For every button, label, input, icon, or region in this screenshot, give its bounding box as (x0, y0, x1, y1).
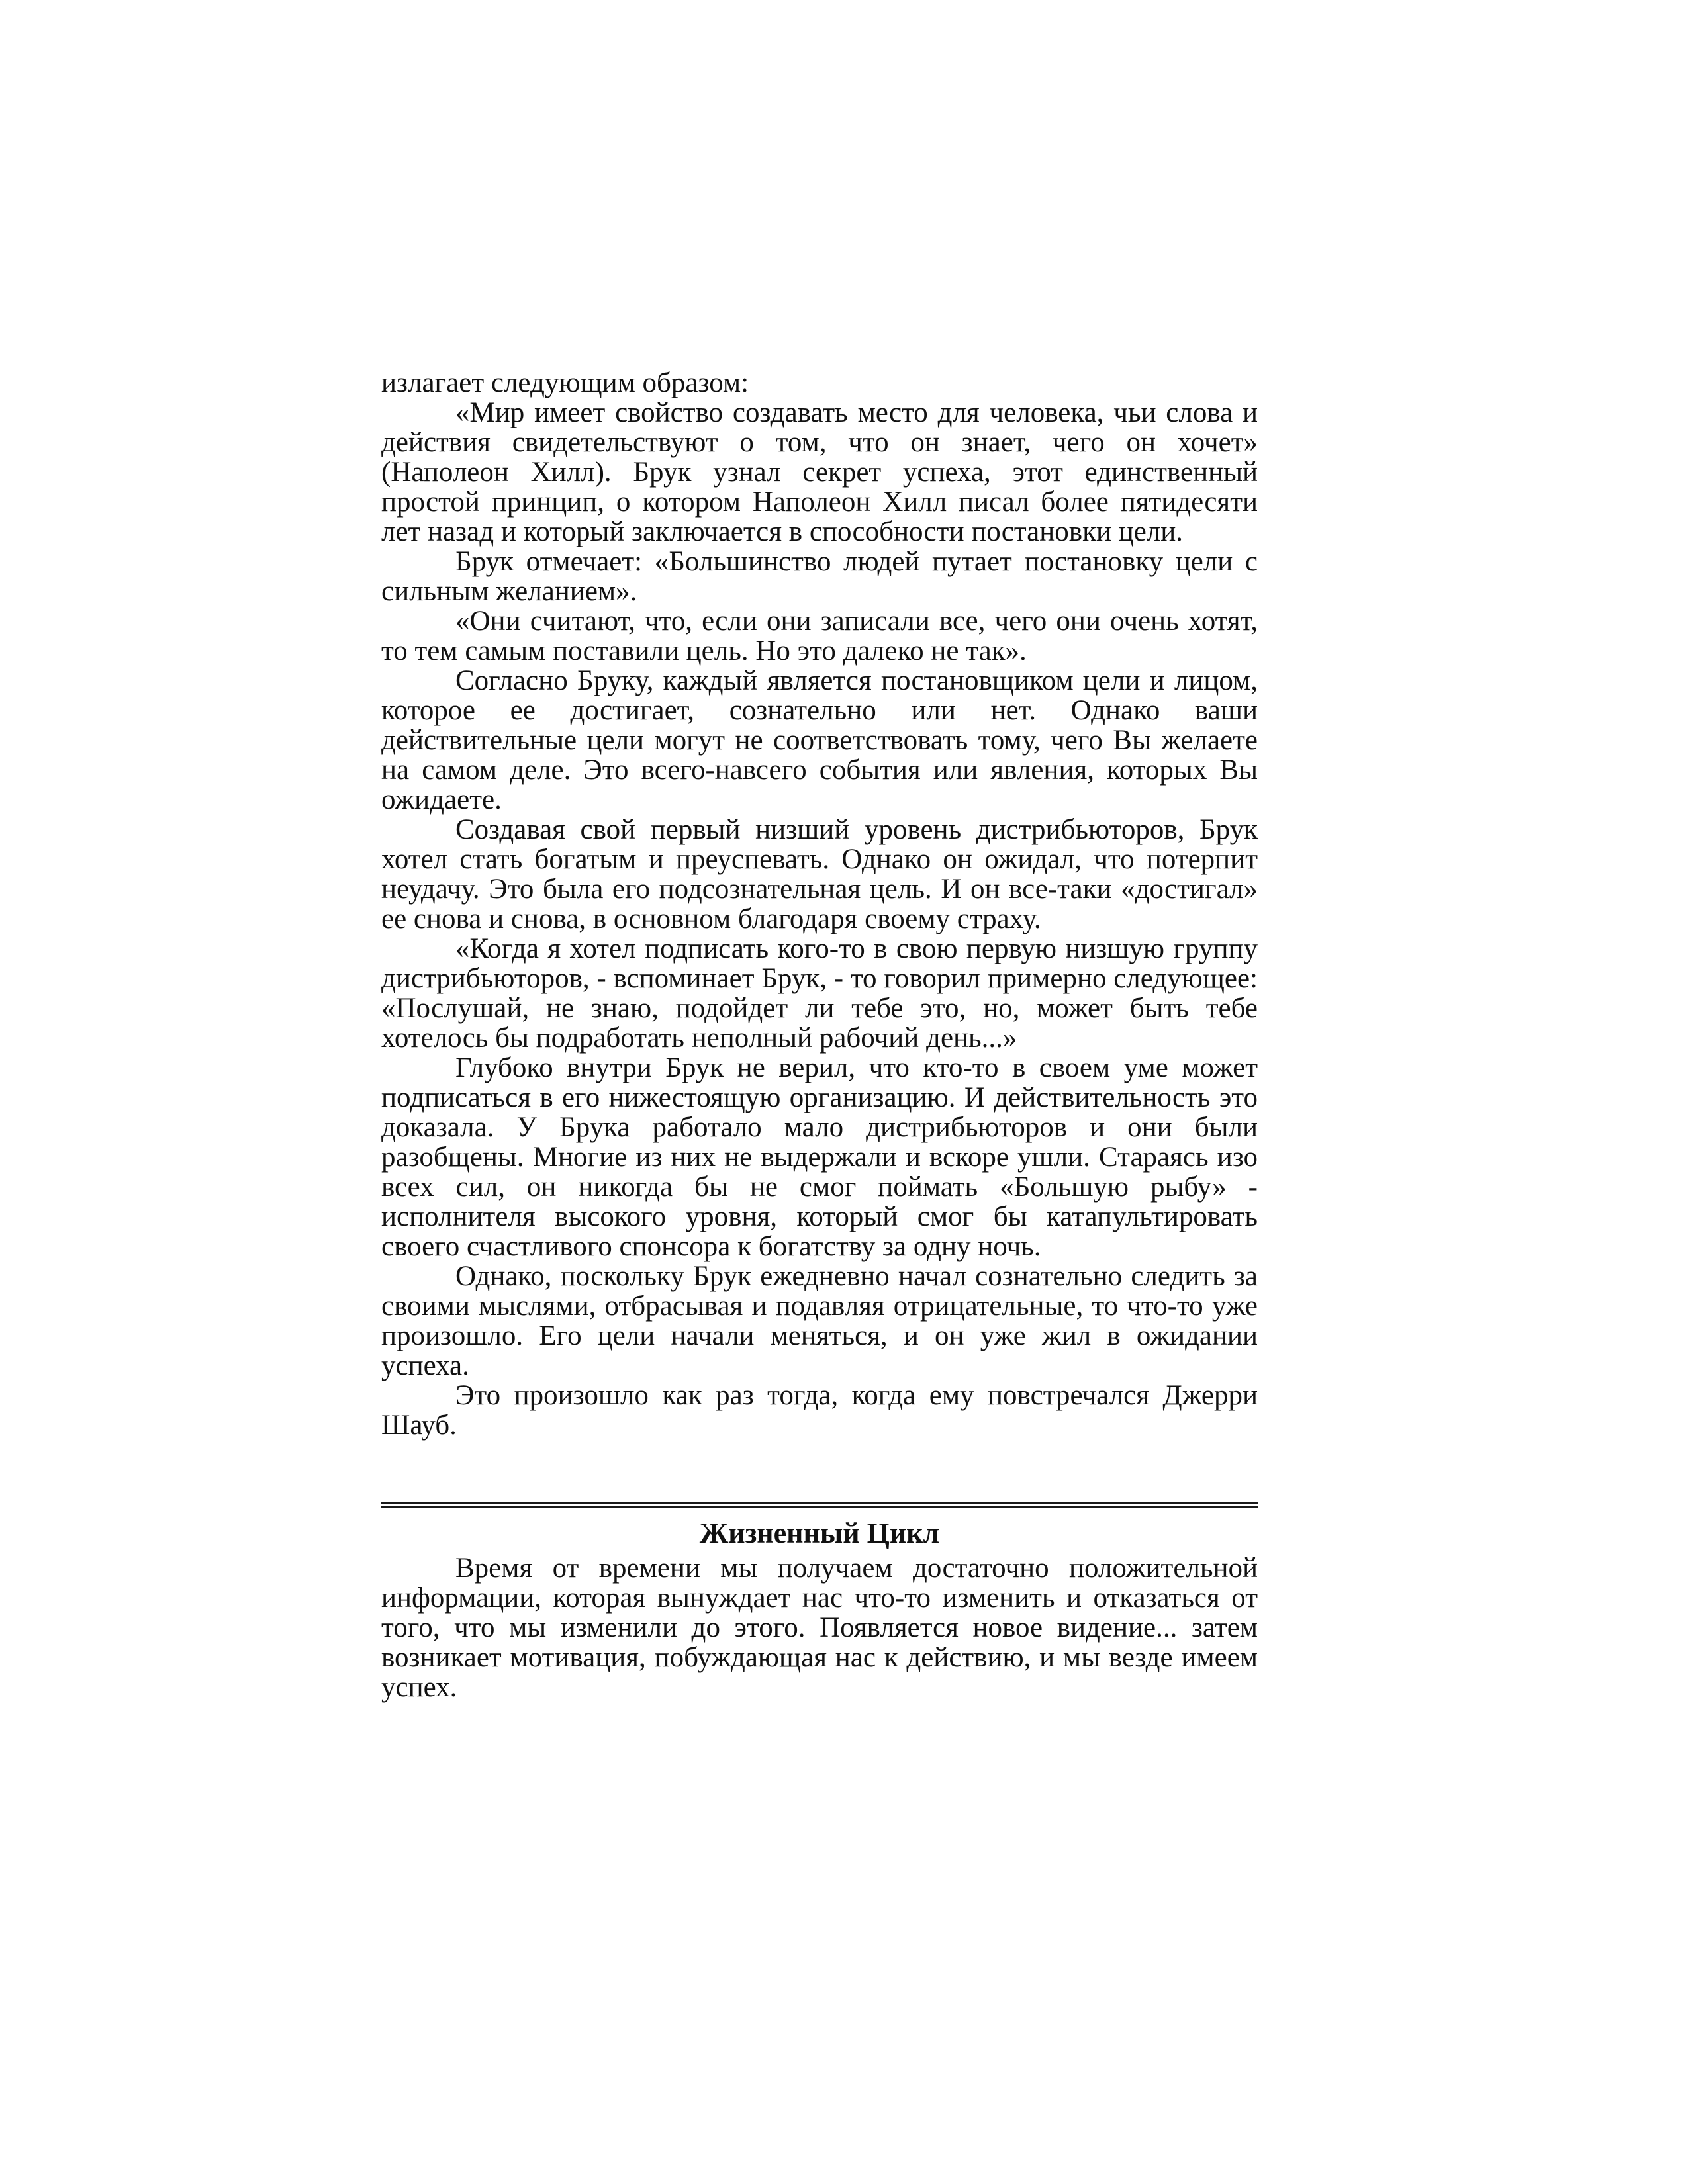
paragraph: «Они считают, что, если они записали все, чего они очень хотят, то тем самым поставили цель. Но это далеко не так». (381, 606, 1258, 666)
section-title: Жизненный Цикл (699, 1517, 940, 1549)
paragraph: Однако, поскольку Брук ежедневно начал сознательно следить за своими мыслями, отбрасывая и подавляя отрицательные, то что-то уже произошло. Его цели начали меняться, и он уже жил в ожидании успеха. (381, 1261, 1258, 1381)
paragraph: Время от времени мы получаем достаточно положительной информации, которая вынуждает нас что-то изменить и отказаться от того, что мы изменили до этого. Появляется новое видение... затем возникает мотивация, побуждающая нас к действию, и мы везде имеем успех. (381, 1553, 1258, 1703)
paragraph: Это произошло как раз тогда, когда ему повстречался Джерри Шауб. (381, 1380, 1258, 1441)
section-divider (381, 1502, 1258, 1508)
paragraph: Глубоко внутри Брук не верил, что кто-то в своем уме может подписаться в его нижестоящую организацию. И действительность это доказала. У Брука работало мало дистрибьюторов и они были разобщены. Многие из них не выдержали и вскоре ушли. Стараясь изо всех сил, он никогда бы не смог поймать «Большую рыбу» - исполнителя высокого уровня, который смог бы катапультировать своего счастливого спонсора к богатству за одну ночь. (381, 1052, 1258, 1262)
paragraph: «Мир имеет свойство создавать место для человека, чьи слова и действия свидетельствуют о том, что он знает, чего он хочет» (Наполеон Хилл). Брук узнал секрет успеха, этот единственный простой принцип, о котором Наполеон Хилл писал более пятидесяти лет назад и который заключается в способности постановки цели. (381, 397, 1258, 547)
paragraph: Создавая свой первый низший уровень дистрибьюторов, Брук хотел стать богатым и преуспевать. Однако он ожидал, что потерпит неудачу. Это была его подсознательная цель. И он все-таки «достигал» ее снова и снова, в основном благодаря своему страху. (381, 814, 1258, 934)
paragraph: Брук отмечает: «Большинство людей путает постановку цели с сильным желанием». (381, 546, 1258, 607)
page-body (381, 368, 1258, 1702)
paragraph: «Когда я хотел подписать кого-то в свою первую низшую группу дистрибьюторов, - вспоминает Брук, - то говорил примерно следующее: «Послушай, не знаю, подойдет ли тебе это, но, может быть тебе хотелось бы подработать неполный рабочий день...» (381, 933, 1258, 1054)
paragraph: Согласно Бруку, каждый является постановщиком цели и лицом, которое ее достигает, сознательно или нет. Однако ваши действительные цели могут не соответствовать тому, чего Вы желаете на самом деле. Это всего-навсего события или явления, которых Вы ожидаете. (381, 665, 1258, 815)
paragraph: излагает следующим образом: (381, 367, 749, 398)
